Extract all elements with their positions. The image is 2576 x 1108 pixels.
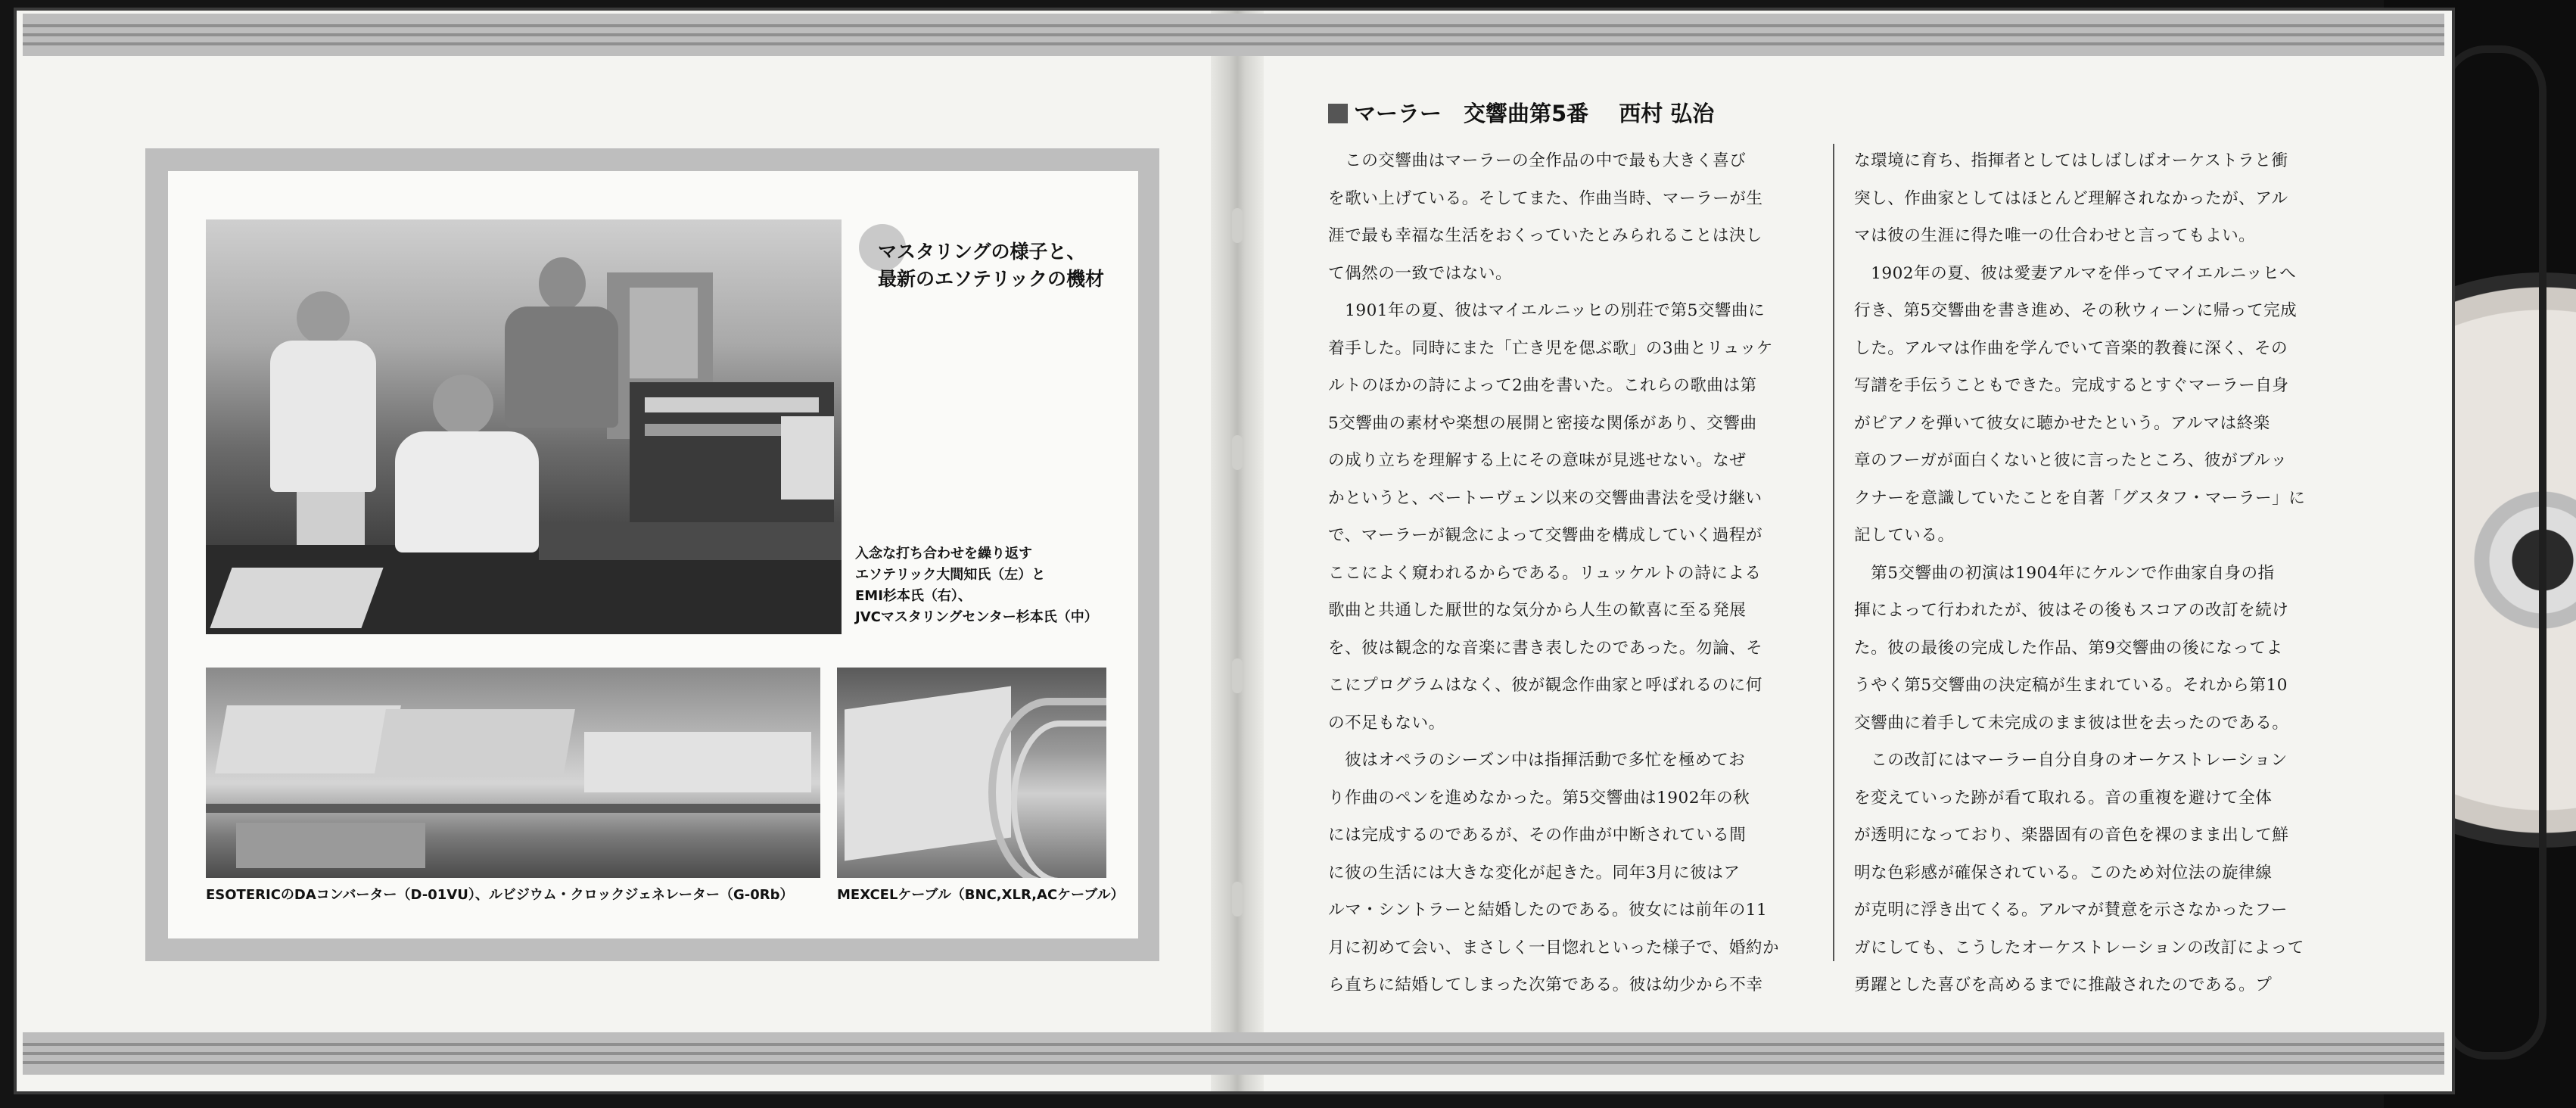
article-text-line: な環境に育ち、指揮者としてはしばしばオーケストラと衝 <box>1854 151 2288 170</box>
caption-line: 最新のエソテリックの機材 <box>878 268 1105 290</box>
article-text-line: 記している。 <box>1854 526 1955 545</box>
article-heading <box>1328 97 1714 128</box>
spine-notch <box>1232 208 1243 243</box>
caption-line: EMI杉本氏（右）、 <box>855 588 972 604</box>
people-caption <box>855 543 1098 628</box>
article-text-line: 写譜を手伝うこともできた。完成するとすぐマーラー自身 <box>1854 376 2289 395</box>
article-text-line: うやく第5交響曲の決定稿が生まれている。それから第10 <box>1854 676 2288 695</box>
article-text-line: り作曲のペンを進めなかった。第5交響曲は1902年の秋 <box>1328 788 1750 808</box>
article-text-line: かというと、ベートーヴェン以来の交響曲書法を受け継い <box>1328 488 1762 508</box>
article-text-line: の成り立ちを理解する上にその意味が見逃せない。なぜ <box>1328 451 1747 470</box>
mastering-session-photo <box>206 219 842 634</box>
article-author: 西村 弘治 <box>1619 101 1715 126</box>
caption-line: マスタリングの様子と、 <box>878 241 1086 263</box>
article-text-line: 1902年の夏、彼は愛妻アルマを伴ってマイエルニッヒへ <box>1854 263 2297 283</box>
article-text-line: こにプログラムはなく、彼が観念作曲家と呼ばれるのに何 <box>1328 676 1762 695</box>
article-text-line: て偶然の一致ではない。 <box>1328 263 1513 283</box>
spine-notch <box>1232 658 1243 693</box>
article-text-line: 歌曲と共通した厭世的な気分から人生の歓喜に至る発展 <box>1328 601 1747 620</box>
mexcel-cable-caption: MEXCELケーブル（BNC,XLR,ACケーブル） <box>837 887 1125 903</box>
article-text-line: が克明に浮き出てくる。アルマが賛意を示さなかったフー <box>1854 901 2288 920</box>
article-text-line: 章のフーガが面白くないと彼に言ったところ、彼がブルッ <box>1854 451 2288 470</box>
article-text-line: 涯で最も幸福な生活をおくっていたとみられることは決し <box>1328 226 1763 245</box>
da-converter-caption: ESOTERICのDAコンバーター（D-01VU）、ルビジウム・クロックジェネレーター（G-0Rb） <box>206 887 794 903</box>
article-text-line: 着手した。同時にまた「亡き児を偲ぶ歌」の3曲とリュッケ <box>1328 338 1774 358</box>
da-converter-photo <box>206 668 820 878</box>
article-text-line: た。彼の最後の完成した作品、第9交響曲の後になってよ <box>1854 638 2283 658</box>
article-text-line: 突し、作曲家としてはほとんど理解されなかったが、アル <box>1854 188 2288 208</box>
article-text-line: 交響曲に着手して未完成のまま彼は世を去ったのである。 <box>1854 713 2289 733</box>
article-text-line: で、マーラーが観念によって交響曲を構成していく過程が <box>1328 526 1763 545</box>
caption-line: エソテリック大間知氏（左）と <box>855 567 1046 583</box>
article-text-line: 5交響曲の素材や楽想の展開と密接な関係があり、交響曲 <box>1328 413 1757 433</box>
article-text-line: クナーを意識していたことを自著「グスタフ・マーラー」に <box>1854 488 2306 508</box>
article-text-line: 勇躍とした喜びを高めるまでに推敲されたのである。プ <box>1854 976 2273 994</box>
caption-line: JVCマスタリングセンター杉本氏（中） <box>855 609 1098 625</box>
article-column-2 <box>1854 142 2319 1004</box>
caption-line: 入念な打ち合わせを繰り返す <box>855 546 1032 562</box>
mexcel-cable-photo <box>837 668 1106 878</box>
article-text-line: ルマ・シントラーと結婚したのである。彼女には前年の11 <box>1328 901 1768 920</box>
spine-notch <box>1232 435 1243 470</box>
figure-main-caption <box>878 238 1104 293</box>
booklet-spine <box>1211 11 1264 1091</box>
heading-square-bullet <box>1328 104 1348 123</box>
article-column-1 <box>1328 142 1794 1004</box>
article-text-line: 月に初めて会い、まさしく一目惚れといった様子で、婚約か <box>1328 938 1780 957</box>
article-text-line: がピアノを弾いて彼女に聴かせたという。アルマは終楽 <box>1854 413 2270 433</box>
article-text-line: を、彼は観念的な音楽に書き表したのであった。勿論、そ <box>1328 638 1763 658</box>
article-text-line: ら直ちに結婚してしまった次第である。彼は幼少から不幸 <box>1328 976 1763 994</box>
article-text-line: の不足もない。 <box>1328 713 1445 733</box>
article-text-line: に彼の生活には大きな変化が起きた。同年3月に彼はア <box>1328 863 1741 882</box>
article-text-line: マは彼の生涯に得た唯一の仕合わせと言ってもよい。 <box>1854 226 2256 245</box>
article-text-line: 揮によって行われたが、彼はその後もスコアの改訂を続け <box>1854 601 2289 620</box>
top-band <box>23 14 2444 56</box>
article-text-line: を変えていった跡が看て取れる。音の重複を避けて全体 <box>1854 788 2273 808</box>
article-text-line: この改訂にはマーラー自分自身のオーケストレーション <box>1854 751 2288 770</box>
article-text-line: 第5交響曲の初演は1904年にケルンで作曲家自身の指 <box>1854 563 2275 583</box>
article-text-line: ガにしても、こうしたオーケストレーションの改訂によって <box>1854 938 2304 957</box>
article-text-line: 明な色彩感が確保されている。このため対位法の旋律線 <box>1854 863 2273 882</box>
article-title: マーラー 交響曲第5番 <box>1354 101 1589 126</box>
article-text-line: 行き、第5交響曲を書き進め、その秋ウィーンに帰って完成 <box>1854 301 2298 320</box>
spine-notch <box>1232 882 1243 917</box>
bottom-band <box>23 1032 2444 1075</box>
article-text-line: を歌い上げている。そしてまた、作曲当時、マーラーが生 <box>1328 188 1763 208</box>
article-text-line: した。アルマは作曲を学んでいて音楽的教養に深く、その <box>1854 338 2288 358</box>
article-text-line: ここによく窺われるからである。リュッケルトの詩による <box>1328 563 1762 583</box>
article-text-line: ルトのほかの詩によって2曲を書いた。これらの歌曲は第 <box>1328 376 1757 395</box>
tray-cutout <box>2441 45 2546 1060</box>
article-text-line: には完成するのであるが、その作曲が中断されている間 <box>1328 826 1747 845</box>
article-text-line: 彼はオペラのシーズン中は指揮活動で多忙を極めてお <box>1328 751 1746 770</box>
column-divider <box>1833 144 1834 961</box>
article-text-line: この交響曲はマーラーの全作品の中で最も大きく喜び <box>1328 151 1747 170</box>
article-text-line: 1901年の夏、彼はマイエルニッヒの別荘で第5交響曲に <box>1328 301 1766 320</box>
article-text-line: が透明になっており、楽器固有の音色を裸のまま出して鮮 <box>1854 826 2289 845</box>
